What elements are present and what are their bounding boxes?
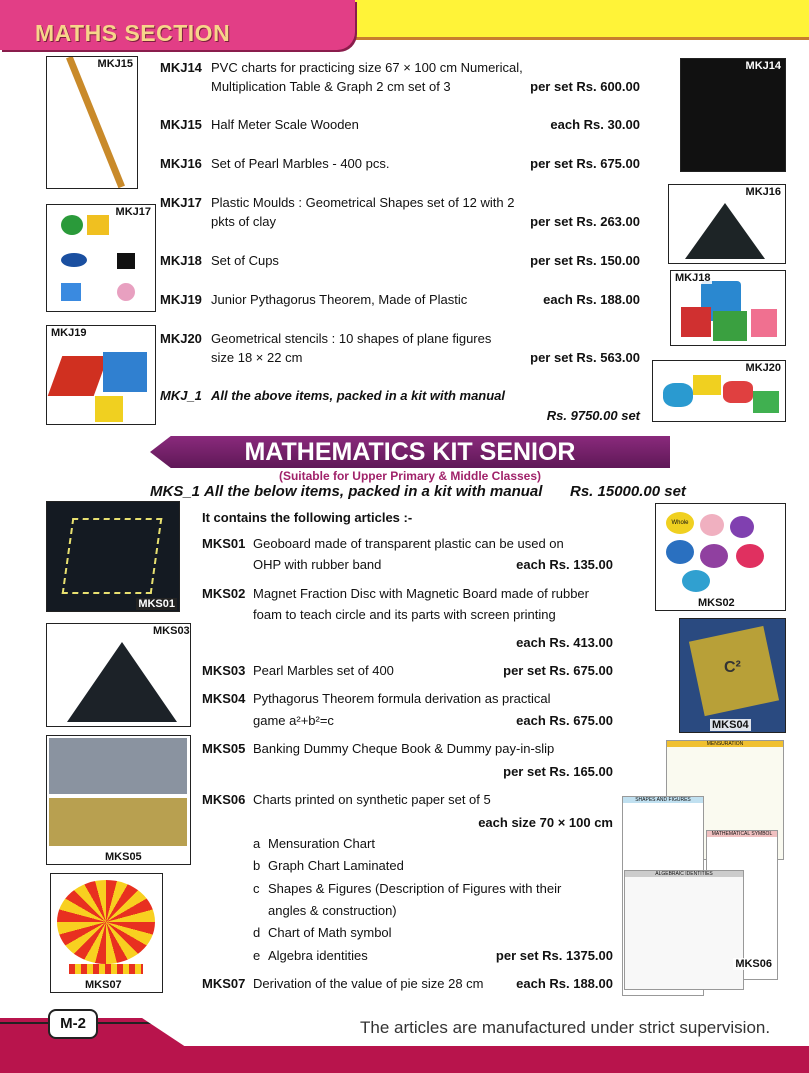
image-label: MKJ15 (97, 58, 133, 70)
image-label: MKS05 (105, 851, 142, 863)
kit-desc: All the above items, packed in a kit with manual (211, 388, 506, 403)
charts-price: per set Rs. 1375.00 (495, 948, 613, 963)
item-price: each Rs. 413.00 (516, 635, 613, 650)
item-desc: Multiplication Table & Graph 2 cm set of 3 (211, 79, 451, 94)
chart-heading: ALGEBRAIC IDENTITIES (625, 871, 743, 877)
image-label: MKS04 (712, 719, 749, 731)
item-code: MKJ19 (160, 292, 202, 307)
chart-item: Shapes & Figures (Description of Figures with their (268, 881, 562, 896)
item-price: per set Rs. 675.00 (530, 156, 640, 171)
mks07-image (50, 873, 163, 993)
item-desc: size 18 × 22 cm (211, 350, 303, 365)
contains-label: It contains the following articles :- (202, 510, 413, 525)
item-code: MKJ14 (160, 60, 202, 75)
chart-heading: SHAPES AND FIGURES (623, 797, 703, 803)
item-desc: Geometrical stencils : 10 shapes of plane figures (211, 331, 492, 346)
image-label: MKJ14 (745, 60, 781, 72)
item-desc: Half Meter Scale Wooden (211, 117, 359, 132)
item-desc: Junior Pythagorus Theorem, Made of Plastic (211, 292, 468, 307)
item-desc: OHP with rubber band (253, 557, 382, 572)
kit-desc: All the below items, packed in a kit with manual (204, 483, 543, 500)
item-desc: Set of Pearl Marbles - 400 pcs. (211, 156, 390, 171)
kit-price: Rs. 15000.00 set (570, 483, 686, 500)
chart-heading: MATHEMATICAL SYMBOL (707, 831, 777, 837)
chart-item: angles & construction) (268, 903, 397, 918)
mkj16-image (668, 184, 786, 264)
page-number: M-2 (48, 1009, 98, 1039)
item-code: MKS03 (202, 663, 246, 678)
item-code: MKJ15 (160, 117, 202, 132)
section-title: MATHS SECTION (35, 20, 231, 46)
item-price: per set Rs. 150.00 (530, 253, 640, 268)
mkj17-image (46, 204, 156, 312)
item-price: per set Rs. 563.00 (530, 350, 640, 365)
image-label: MKJ16 (745, 186, 781, 198)
item-code: MKS02 (202, 586, 246, 601)
item-desc: Pearl Marbles set of 400 (253, 663, 394, 678)
item-code: MKS06 (202, 792, 246, 807)
image-label: MKJ17 (115, 206, 151, 218)
senior-subtitle: (Suitable for Upper Primary & Middle Classes) (278, 469, 542, 483)
chart-item: Chart of Math symbol (268, 925, 392, 940)
image-label: MKS06 (735, 958, 772, 970)
item-code: MKJ20 (160, 331, 202, 346)
mks04-image (679, 618, 786, 733)
mks01-image (46, 501, 180, 612)
kit-price: Rs. 9750.00 set (546, 408, 640, 423)
mkj14-image (680, 58, 786, 172)
image-label: MKJ19 (51, 327, 87, 339)
scale-shape (66, 56, 125, 188)
chart-letter: d (253, 925, 261, 940)
mkj15-image (46, 56, 138, 189)
item-code: MKS01 (202, 536, 246, 551)
mkj18-image (670, 270, 786, 346)
chart-item: Algebra identities (268, 948, 368, 963)
item-price: each size 70 × 100 cm (478, 815, 613, 830)
item-code: MKJ17 (160, 195, 202, 210)
chart-item: Mensuration Chart (268, 836, 375, 851)
item-desc: Charts printed on synthetic paper set of 5 (253, 792, 491, 807)
mkj19-image (46, 325, 156, 425)
item-price: each Rs. 188.00 (543, 292, 640, 307)
item-desc: Plastic Moulds : Geometrical Shapes set of 12 with 2 (211, 195, 515, 210)
item-desc: game a²+b²=c (253, 713, 334, 728)
item-code: MKJ18 (160, 253, 202, 268)
header-band (340, 0, 809, 40)
item-code: MKJ16 (160, 156, 202, 171)
mks03-image (46, 623, 191, 727)
mkj20-image (652, 360, 786, 422)
mks05-image (46, 735, 191, 865)
image-label: MKS07 (85, 979, 122, 991)
kit-code: MKS_1 (150, 483, 201, 500)
item-code: MKS04 (202, 691, 246, 706)
image-label: MKS02 (698, 597, 735, 609)
item-price: each Rs. 30.00 (550, 117, 640, 132)
chart-letter: b (253, 858, 261, 873)
chart-heading: MENSURATION (667, 741, 783, 747)
item-desc: Geoboard made of transparent plastic can be used on (253, 536, 564, 551)
chart-letter: c (253, 881, 260, 896)
item-desc: pkts of clay (211, 214, 277, 229)
item-desc: Pythagorus Theorem formula derivation as practical (253, 691, 551, 706)
senior-title: MATHEMATICS KIT SENIOR (244, 438, 576, 466)
chart-item: Graph Chart Laminated (268, 858, 404, 873)
footer-text: The articles are manufactured under strict supervision. (360, 1018, 771, 1037)
disc-label: Whole (666, 512, 694, 534)
item-desc: Magnet Fraction Disc with Magnetic Board made of rubber (253, 586, 589, 601)
mks06-image (620, 740, 786, 998)
item-desc: Set of Cups (211, 253, 279, 268)
item-code: MKS07 (202, 976, 246, 991)
c-squared-label: C² (724, 659, 741, 676)
item-code: MKS05 (202, 741, 246, 756)
item-price: per set Rs. 600.00 (530, 79, 640, 94)
item-price: each Rs. 188.00 (516, 976, 613, 991)
item-desc: Derivation of the value of pie size 28 cm (253, 976, 484, 991)
chart-letter: a (253, 836, 261, 851)
item-price: per set Rs. 165.00 (503, 764, 613, 779)
item-price: each Rs. 675.00 (516, 713, 613, 728)
mks02-image (655, 503, 786, 611)
kit-code: MKJ_1 (160, 388, 202, 403)
image-label: MKJ20 (745, 362, 781, 374)
item-desc: PVC charts for practicing size 67 × 100 cm Numerical, (211, 60, 523, 75)
image-label: MKS01 (138, 598, 175, 610)
chart-letter: e (253, 948, 261, 963)
item-desc: foam to teach circle and its parts with screen printing (253, 607, 556, 622)
image-label: MKS03 (153, 625, 190, 637)
item-price: per set Rs. 675.00 (503, 663, 613, 678)
item-desc: Banking Dummy Cheque Book & Dummy pay-in-slip (253, 741, 555, 756)
item-price: per set Rs. 263.00 (530, 214, 640, 229)
item-price: each Rs. 135.00 (516, 557, 613, 572)
image-label: MKJ18 (675, 272, 711, 284)
